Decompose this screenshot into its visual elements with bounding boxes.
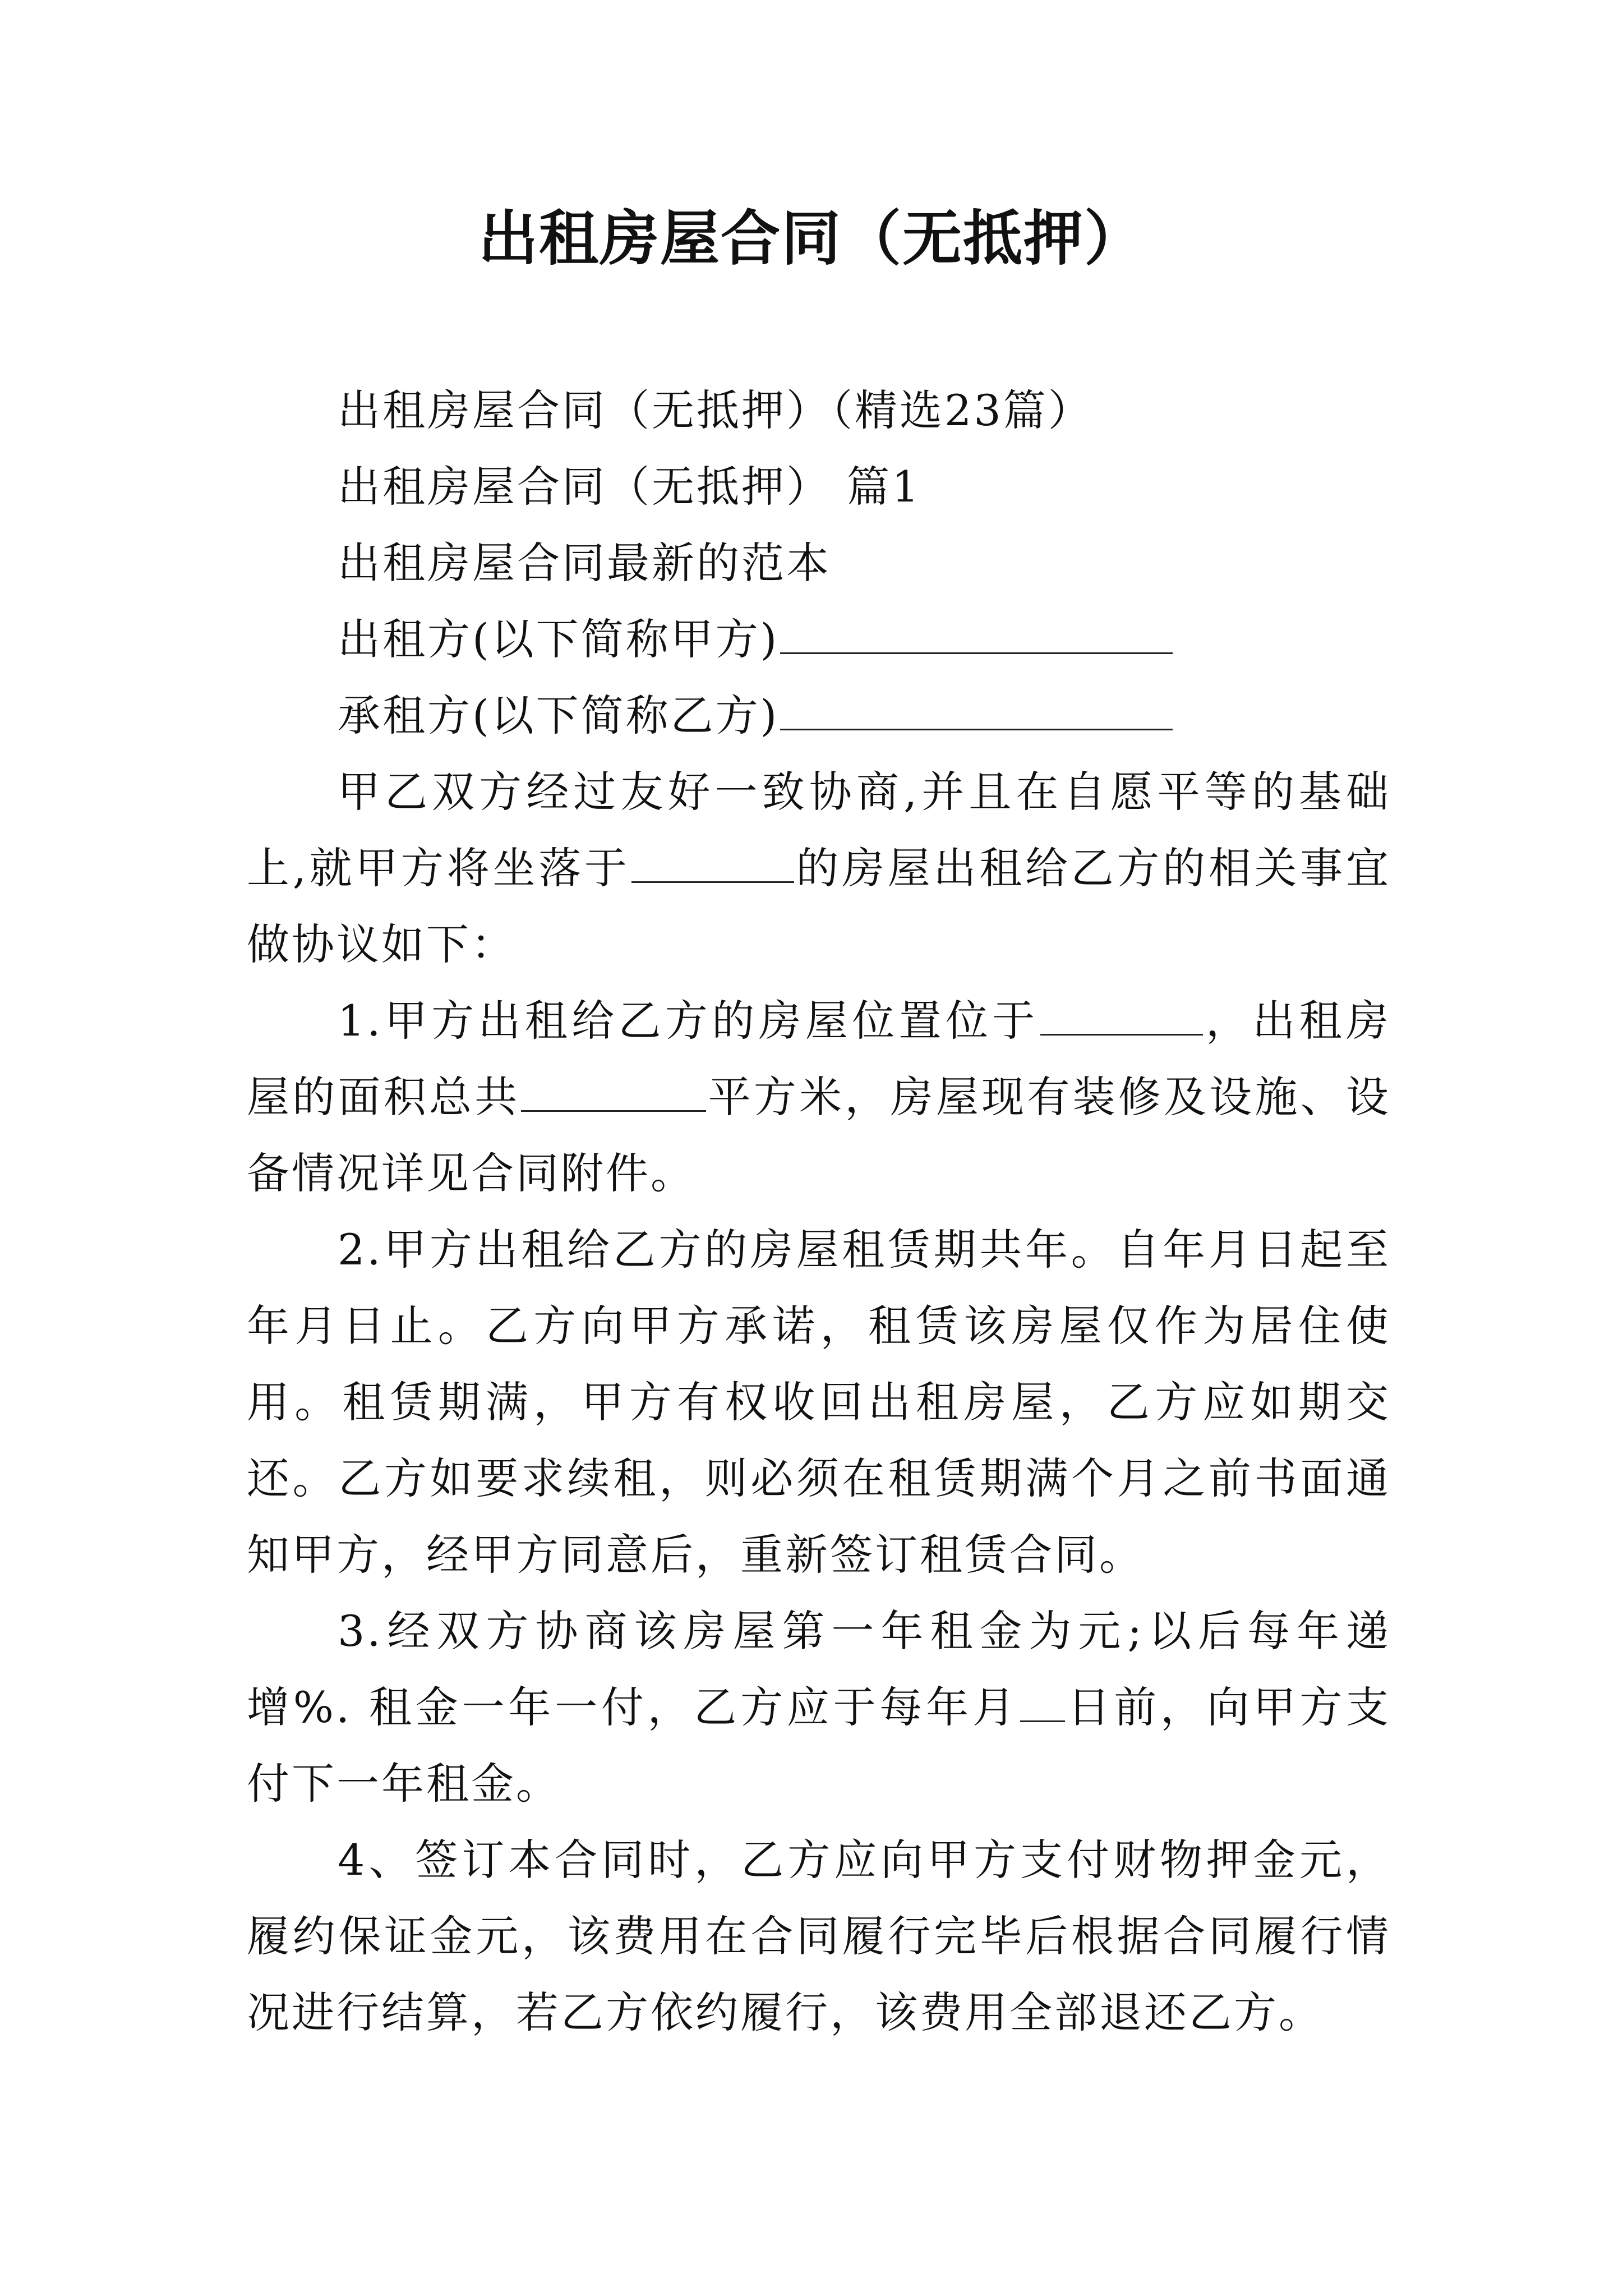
clause-3 xyxy=(247,1593,1391,1822)
clause-4: 4、签订本合同时，乙方应向甲方支付财物押金元，履约保证金元，该费用在合同履行完毕后根据合同履行情况进行结算，若乙方依约履行，该费用全部退还乙方。 xyxy=(247,1835,1391,2037)
lessor-label: 出租方(以下简称甲方) xyxy=(338,614,780,664)
clause-3-text-2: 日前，向甲方支付下一年租金。 xyxy=(247,1682,1391,1809)
lessee-line xyxy=(247,678,1391,754)
area-blank xyxy=(521,1073,706,1112)
document-body xyxy=(247,372,1391,2051)
month-blank xyxy=(1020,1683,1065,1722)
subtitle-line: 出租房屋合同（无抵押）（精选23篇） xyxy=(338,385,1093,435)
chapter-line: 出租房屋合同（无抵押） 篇1 xyxy=(338,462,921,512)
clause-1-text-3: 平方米，房屋现有装修及设施、设备情况详见合同附件。 xyxy=(247,1072,1391,1198)
intro-paragraph xyxy=(247,754,1391,983)
clause-3-text-1: 3.经双方协商该房屋第一年租金为元;以后每年递增%. 租金一年一付，乙方应于每年月 xyxy=(247,1606,1391,1732)
intro-text-1: 甲乙双方经过友好一致协商,并且在自愿平等的基础上,就甲方将坐落于 xyxy=(247,767,1391,893)
clause-1-text-2: ，出租房屋的面积总共 xyxy=(247,996,1391,1122)
lessee-blank xyxy=(780,692,1173,730)
lessor-blank xyxy=(780,615,1173,654)
intro-text-2: 的房屋出租给乙方的相关事宜做协议如下： xyxy=(247,843,1391,969)
clause-1 xyxy=(247,983,1391,1212)
heading-line: 出租房屋合同最新的范本 xyxy=(338,538,831,588)
lessee-label: 承租方(以下简称乙方) xyxy=(338,691,780,740)
position-blank xyxy=(1040,997,1203,1036)
lessor-line xyxy=(247,601,1391,678)
location-blank xyxy=(631,844,794,883)
clause-1-text-1: 1.甲方出租给乙方的房屋位置位于 xyxy=(338,996,1039,1046)
document-title: 出租房屋合同（无抵押） xyxy=(478,203,1145,273)
clause-2: 2.甲方出租给乙方的房屋租赁期共年。自年月日起至年月日止。乙方向甲方承诺，租赁该房屋仅作为居住使用。租赁期满，甲方有权收回出租房屋，乙方应如期交还。乙方如要求续租，则必须在租赁期满个月之前书面通知甲方，经甲方同意后，重新签订租赁合同。 xyxy=(247,1225,1391,1580)
